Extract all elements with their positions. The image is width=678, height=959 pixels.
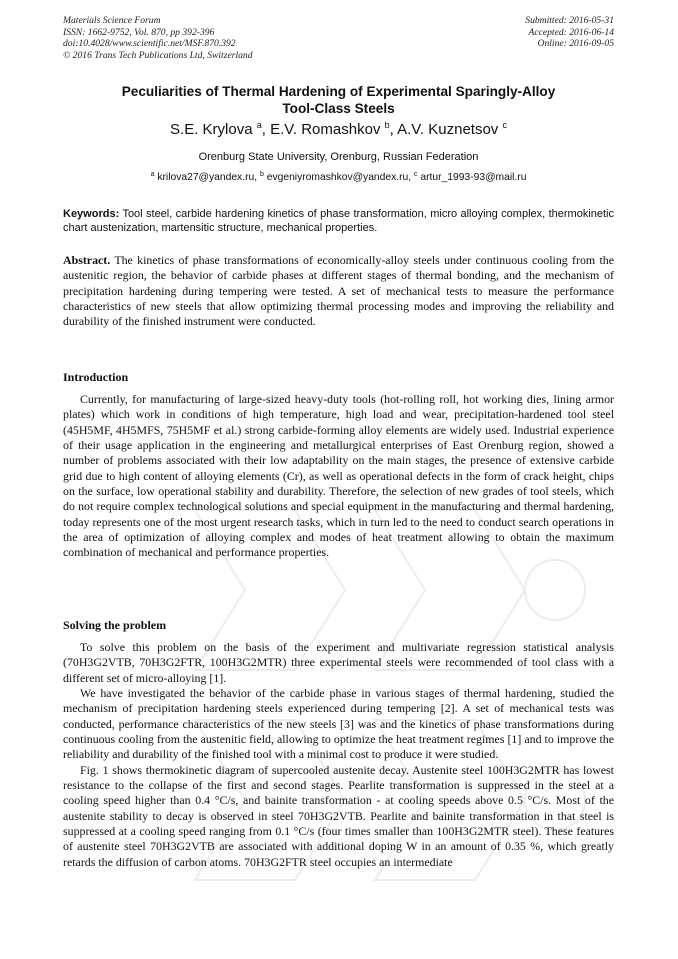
online-date: Online: 2016-09-05 [537, 38, 614, 50]
paper-title [63, 83, 614, 117]
abstract-label: Abstract. [63, 253, 111, 267]
submitted-date: Submitted: 2016-05-31 [525, 15, 614, 26]
journal-header-right [525, 15, 614, 50]
introduction-paragraph: Currently, for manufacturing of large-sized heavy-duty tools (hot-rolling roll, hot working dies, lining armor plates) which work in conditions of high temperature, high load and wear, precipitation-hardened tool steel (45H5MF, 4H5MFS, 75H5MF et al.) strong carbide-forming alloy elements are widely used. Industrial experience of their usage application in the engineering and metallurgical enterprises of East Orenburg region, showed a number of problems associated with their low adaptability on the main stages, the presence of extensive carbide grid due to high content of alloying elements (Cr), as well as operational defects in the form of crack height, chips on the surface, low operational stability and durability. Therefore, the selection of new grades of tool steels, which do not require complex technological solutions and special equipment in the manufacturing and thermal hardening, today represents one of the most urgent research tasks, which in turn led to the need to conduct search operations in the area of optimization of alloying complex and modes of heat treatment allowing to obtain the maximum combination of mechanical and performance properties. [63, 392, 614, 560]
journal-issn: ISSN: 1662-9752, Vol. 870, pp 392-396 [63, 26, 215, 38]
paper-title-line-2: Tool-Class Steels [282, 101, 395, 116]
journal-name: Materials Science Forum [63, 15, 161, 26]
accepted-date: Accepted: 2016-06-14 [528, 26, 614, 38]
journal-copyright: © 2016 Trans Tech Publications Ltd, Switzerland [63, 49, 253, 61]
affiliation: Orenburg State University, Orenburg, Russian Federation [198, 151, 479, 163]
email-list [63, 171, 614, 184]
keywords-label: Keywords: [63, 208, 120, 220]
solving-heading: Solving the problem [63, 618, 167, 632]
solving-paragraph-2: We have investigated the behavior of the carbide phase in various stages of thermal hardening, studied the mechanism of precipitation hardening steels experienced during tempering [2]. A set of mechanical tests was conducted, performance characteristics of the new steels [3] was and the kinetics of phase transformations during continuous cooling from the austenitic field, allowing to optimize the heat treatment regimes [1] and to improve the reliability and durability of the finished tool with a minimal cost to produce it were studied. [63, 686, 614, 762]
author-3: A.V. Kuznetsov $^c$ [397, 120, 507, 138]
solving-paragraph-1: To solve this problem on the basis of the experiment and multivariate regression statistical analysis (70H3G2VTB, 70H3G2FTR, 100H3G2MTR) three experimental steels were recommended of tool class with a different set of micro-alloying [1]. [63, 640, 614, 685]
journal-doi: doi:10.4028/www.scientific.net/MSF.870.392 [63, 38, 236, 50]
introduction-section [63, 392, 614, 561]
introduction-heading: Introduction [63, 370, 129, 384]
email-1[interactable]: $^a$ krilova27@yandex.ru, [150, 171, 260, 183]
abstract-text: The kinetics of phase transformations of economically-alloy steels under continuous cooling from the austenitic region, the behavior of carbide phases at different stages of thermal bonding, and the mechanism of precipitation hardening during tempering were tested. A set of mechanical tests to measure the performance characteristics of new steels that allow optimizing thermal processing modes and improving the reliability and durability of the finished instrument were conducted. [63, 253, 614, 329]
paper-title-line-1: Peculiarities of Thermal Hardening of Experimental Sparingly-Alloy [121, 84, 556, 99]
solving-paragraph-3: Fig. 1 shows thermokinetic diagram of supercooled austenite decay. Austenite steel 100H3G2MTR has lowest resistance to the collapse of the first and second stages. Pearlite transformation is suppressed in the steel at a cooling speed higher than 0.4 °C/s, and bainite transformation - at cooling speeds above 0.5 °C/s. Most of the austenite stability to decay is observed in steel 70H3G2VTB. Pearlite and bainite transformation in that steel is suppressed at a cooling speed ranging from 0.1 °C/s (four times smaller than 100H3G2MTR steel). These features of austenite steel 70H3G2VTB are associated with additional doping W in an amount of 0.35 %, which greatly retards the diffusion of carbon atoms. 70H3G2FTR steel occupies an intermediate [63, 762, 614, 869]
email-3[interactable]: $^c$ artur_1993-93@mail.ru [414, 171, 527, 183]
keywords-text: Tool steel, carbide hardening kinetics of phase transformation, micro alloying complex, thermokinetic chart austenization, martensitic structure, mechanical properties. [63, 208, 614, 234]
author-2: E.V. Romashkov $^b$, [270, 120, 398, 138]
journal-header-left [63, 15, 253, 61]
keywords-section [63, 207, 614, 235]
email-2[interactable]: $^b$ evgeniyromashkov@yandex.ru, [259, 171, 415, 183]
abstract-section [63, 253, 614, 330]
solving-section [63, 640, 614, 870]
author-list [63, 121, 614, 139]
author-1: S.E. Krylova $^a$, [170, 120, 271, 138]
